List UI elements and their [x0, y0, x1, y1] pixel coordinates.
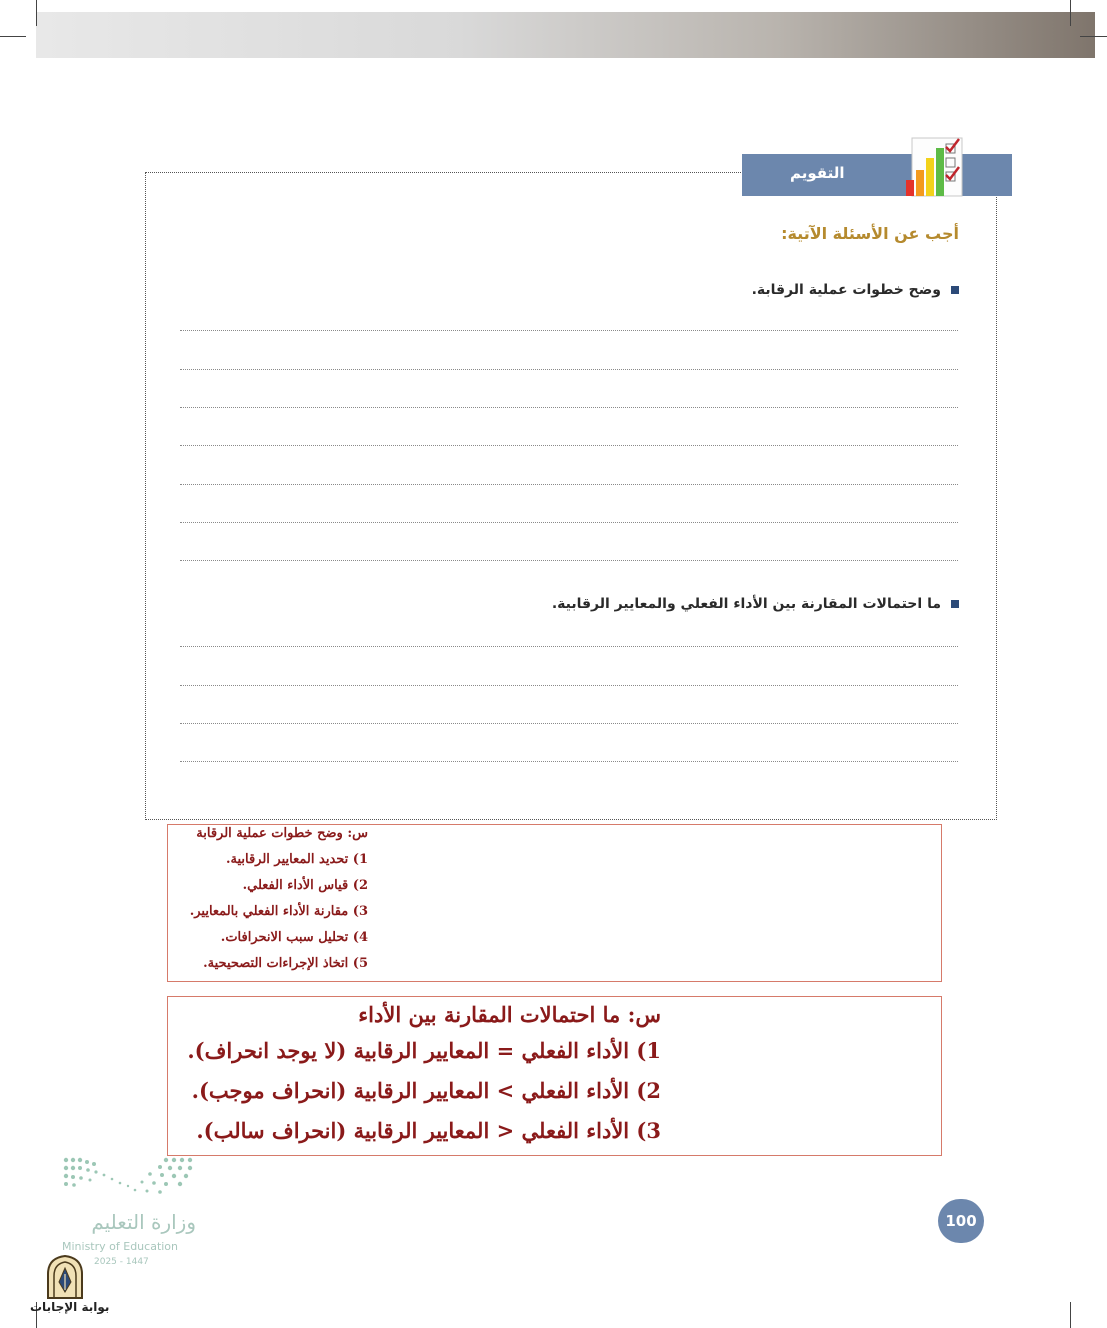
header-band	[36, 12, 1095, 58]
answer-line	[180, 685, 958, 686]
crop-mark	[1070, 1302, 1071, 1328]
answer-line	[180, 560, 958, 561]
portal-logo-icon	[42, 1254, 88, 1300]
bullet-icon	[951, 600, 959, 608]
answer-1-title: س: وضح خطوات عملية الرقابة	[196, 826, 368, 841]
question-1	[752, 282, 959, 298]
crop-mark	[36, 0, 37, 26]
bullet-icon	[951, 286, 959, 294]
answer-line	[180, 522, 958, 523]
ministry-year: 2025 - 1447	[94, 1257, 149, 1267]
instruction: أجب عن الأسئلة الآتية:	[781, 224, 959, 243]
answer-2-line: 1) الأداء الفعلي = المعايير الرقابية (لا يوجد انحراف).	[187, 1038, 661, 1063]
answer-1-line: 4) تحليل سبب الانحرافات.	[220, 930, 368, 945]
answer-1-line: 3) مقارنة الأداء الفعلي بالمعايير.	[189, 904, 368, 919]
answer-line	[180, 646, 958, 647]
answer-2-line: 2) الأداء الفعلي > المعايير الرقابية (انحراف موجب).	[191, 1078, 661, 1103]
question-1-text: وضح خطوات عملية الرقابة.	[751, 282, 941, 298]
answer-line	[180, 484, 958, 485]
answer-line	[180, 723, 958, 724]
answer-2-line: 3) الأداء الفعلي < المعايير الرقابية (انحراف سالب).	[196, 1118, 661, 1143]
answer-2-title: س: ما احتمالات المقارنة بين الأداء	[358, 1002, 661, 1027]
answer-1-line: 1) تحديد المعايير الرقابية.	[225, 852, 368, 867]
question-2-text: ما احتمالات المقارنة بين الأداء الفعلي والمعايير الرقابية.	[551, 596, 941, 612]
crop-mark	[1070, 0, 1071, 26]
answer-1-line: 2) قياس الأداء الفعلي.	[242, 878, 368, 893]
section-title: التقويم	[790, 164, 845, 182]
answer-line	[180, 369, 958, 370]
answer-line	[180, 330, 958, 331]
page-number: 100	[938, 1199, 984, 1243]
answer-line	[180, 445, 958, 446]
answer-line	[180, 407, 958, 408]
chart-checklist-icon	[898, 132, 970, 202]
ministry-arabic-name: وزارة التعليم	[91, 1210, 196, 1234]
answer-line	[180, 761, 958, 762]
question-2	[552, 596, 959, 612]
ministry-english-name: Ministry of Education	[62, 1240, 179, 1253]
answer-1-line: 5) اتخاذ الإجراءات التصحيحية.	[203, 956, 368, 971]
ministry-logo-icon	[62, 1156, 196, 1200]
crop-mark	[1080, 36, 1107, 37]
crop-mark	[0, 36, 26, 37]
portal-label: بوابة الإجابات	[30, 1300, 110, 1314]
section-tab	[742, 154, 1012, 196]
